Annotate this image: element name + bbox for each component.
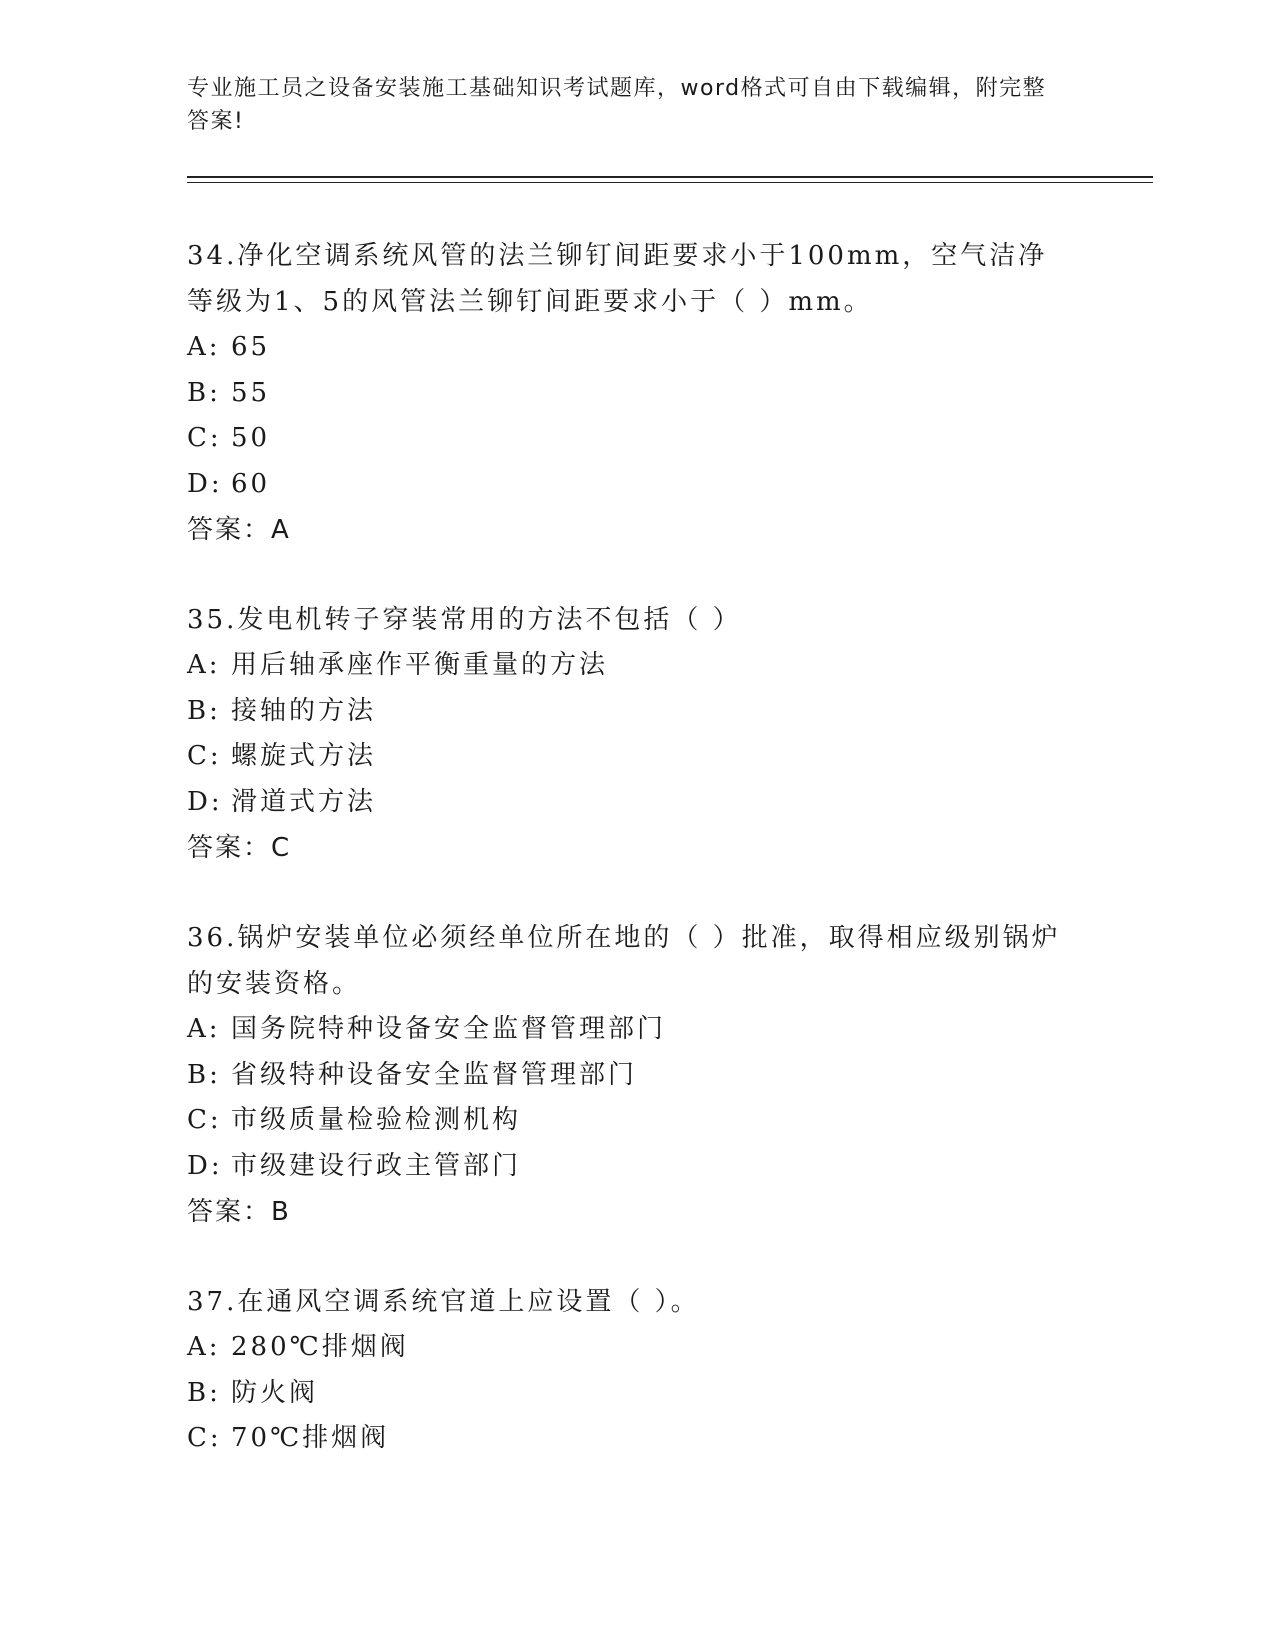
option-d (187, 462, 1087, 508)
option-a (187, 643, 1087, 689)
option-d (187, 780, 1087, 826)
option-key: B: (187, 1377, 221, 1408)
option-key: D: (187, 1150, 223, 1181)
question-35 (187, 597, 1087, 871)
question-36 (187, 915, 1087, 1235)
question-stem: 37.在通风空调系统官道上应设置（ ）。 (187, 1287, 700, 1317)
question-stem: 36.锅炉安装单位必须经单位所在地的（ ）批准，取得相应级别锅炉的安装资格。 (187, 923, 1061, 999)
header-divider-thick (187, 176, 1153, 178)
option-d (187, 1144, 1087, 1190)
option-text: 50 (231, 423, 271, 453)
question-list (187, 233, 1087, 1506)
option-c (187, 734, 1087, 780)
option-key: A: (187, 332, 221, 362)
option-text: 280℃排烟阀 (231, 1332, 409, 1362)
option-b (187, 371, 1087, 417)
option-b (187, 1371, 1087, 1417)
option-key: C: (187, 741, 222, 771)
option-a (187, 1325, 1087, 1371)
option-text: 省级特种设备安全监督管理部门 (231, 1059, 638, 1090)
option-key: A: (187, 1332, 221, 1362)
option-key: C: (187, 1423, 222, 1453)
option-c (187, 1098, 1087, 1144)
option-key: B: (187, 377, 221, 408)
option-key: B: (187, 1059, 221, 1090)
option-a (187, 1007, 1087, 1053)
option-text: 市级建设行政主管部门 (231, 1150, 522, 1181)
option-key: B: (187, 695, 221, 726)
question-stem: 34.净化空调系统风管的法兰铆钉间距要求小于100mm，空气洁净等级为1、5的风管法兰铆钉间距要求小于（ ）mm。 (187, 241, 1048, 317)
option-text: 55 (231, 377, 271, 408)
document-header: 专业施工员之设备安装施工基础知识考试题库，word格式可自由下载编辑，附完整答案! (187, 76, 1047, 134)
option-key: C: (187, 1105, 222, 1135)
option-key: A: (187, 1014, 221, 1044)
answer-line: 答案：A (187, 515, 291, 545)
answer-line: 答案：B (187, 1197, 291, 1227)
option-text: 防火阀 (231, 1377, 319, 1408)
question-37 (187, 1279, 1087, 1462)
option-b (187, 1053, 1087, 1099)
question-34 (187, 233, 1087, 553)
option-key: A: (187, 650, 221, 680)
option-key: D: (187, 468, 223, 499)
answer-line: 答案：C (187, 833, 292, 863)
option-text: 螺旋式方法 (231, 741, 377, 771)
option-b (187, 689, 1087, 735)
option-c (187, 1416, 1087, 1462)
option-text: 用后轴承座作平衡重量的方法 (231, 650, 609, 680)
option-text: 60 (231, 468, 271, 499)
option-text: 国务院特种设备安全监督管理部门 (231, 1014, 667, 1044)
option-c (187, 416, 1087, 462)
option-text: 接轴的方法 (231, 695, 377, 726)
question-stem: 35.发电机转子穿装常用的方法不包括（ ） (187, 605, 742, 635)
option-text: 市级质量检验检测机构 (231, 1105, 522, 1135)
option-key: C: (187, 423, 222, 453)
option-text: 滑道式方法 (231, 786, 377, 817)
option-key: D: (187, 786, 223, 817)
option-text: 70℃排烟阀 (231, 1423, 390, 1453)
option-a (187, 325, 1087, 371)
header-divider-thin (187, 182, 1153, 183)
option-text: 65 (231, 332, 271, 362)
